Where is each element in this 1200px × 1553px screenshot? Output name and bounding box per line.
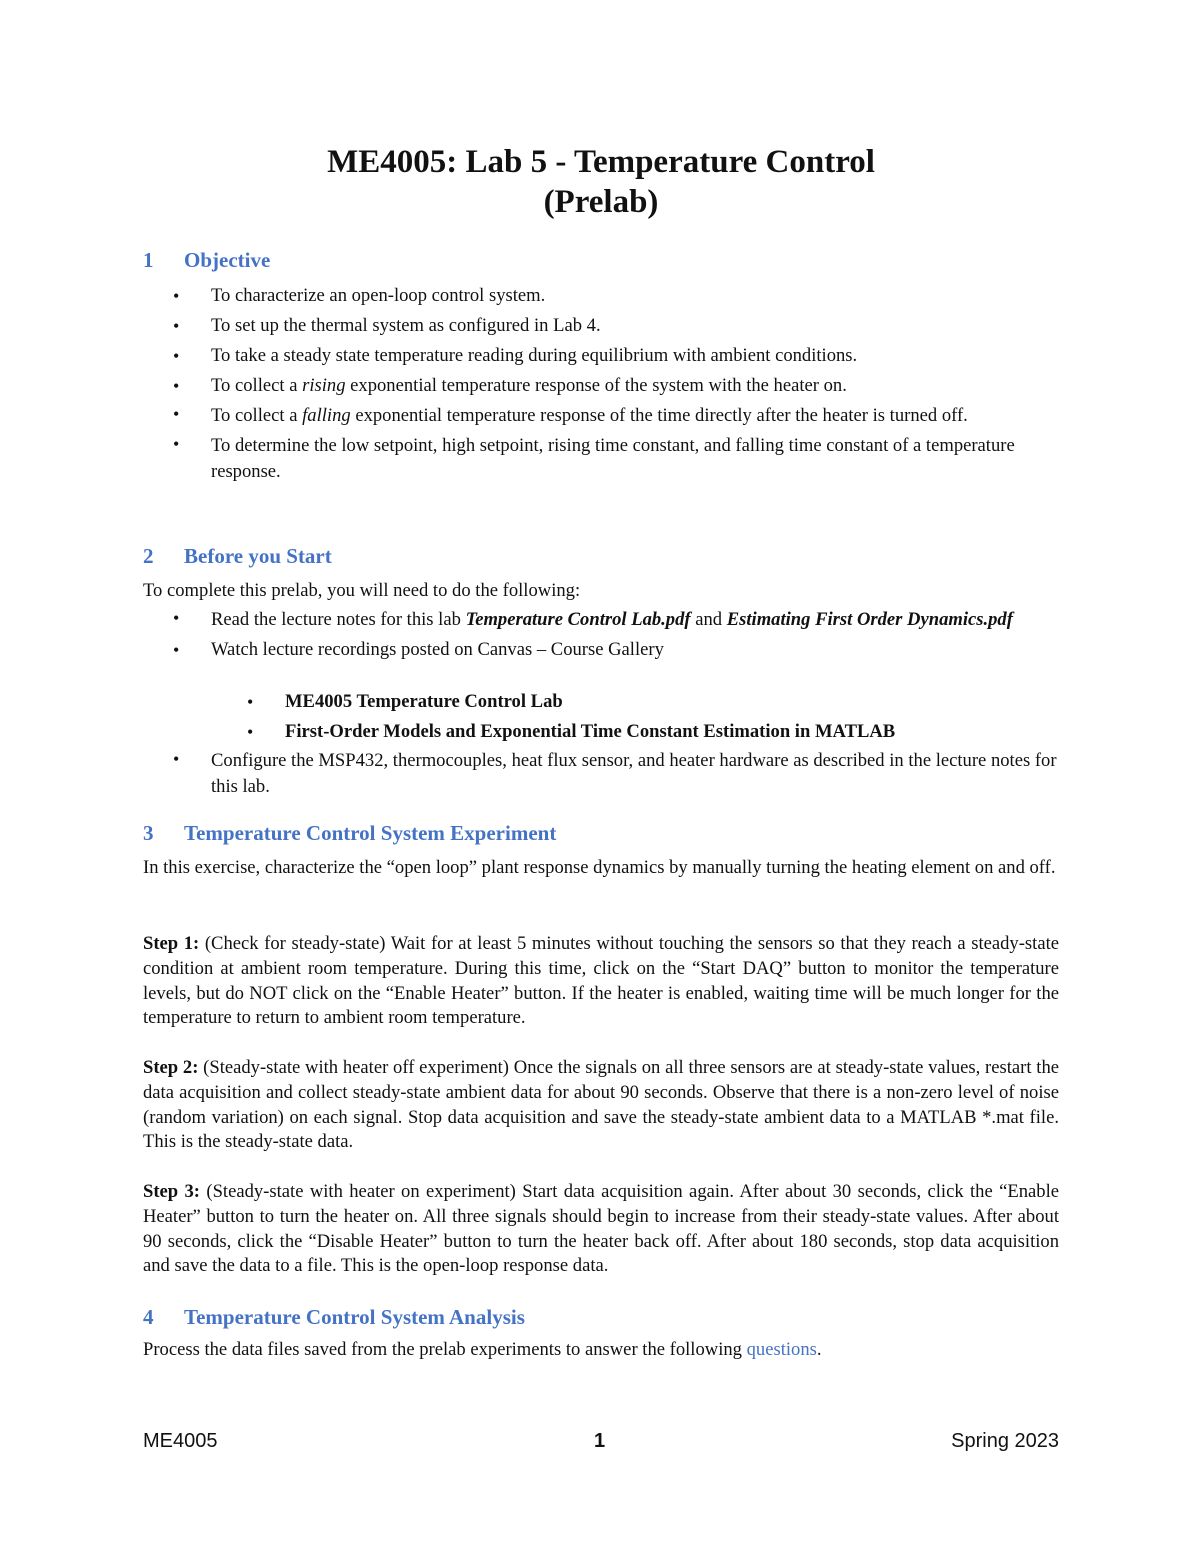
step-text: (Check for steady-state) Wait for at least 5 minutes without touching the sensors so that they reach a steady-state condition at ambient room temperature. During this time, click on the “Start DAQ” button to monitor the temperature levels, but do NOT click on the “Enable Heater” button. If the heater is enabled, waiting time will be much longer for the temperature to return to ambient room temperature. bbox=[143, 933, 1059, 1029]
step-label: Step 1: bbox=[143, 933, 200, 954]
title-line-1: ME4005: Lab 5 - Temperature Control bbox=[327, 144, 875, 180]
list-item bbox=[143, 401, 1059, 431]
title-line-2: (Prelab) bbox=[543, 184, 659, 220]
step-2-paragraph bbox=[143, 1056, 1059, 1155]
emphasis-rising: rising bbox=[302, 375, 346, 396]
list-item-text: Read the lecture notes for this lab bbox=[211, 609, 466, 630]
list-item: • Configure the MSP432, thermocouples, heat flux sensor, and heater hardware as described in the lecture notes for this lab. bbox=[143, 746, 1059, 802]
footer-term: Spring 2023 bbox=[951, 1430, 1059, 1452]
questions-link[interactable]: questions bbox=[746, 1339, 817, 1360]
list-item: • To set up the thermal system as configured in Lab 4. bbox=[143, 311, 1059, 341]
recordings-sublist bbox=[143, 687, 1059, 747]
list-item-text: To collect a bbox=[211, 405, 303, 426]
doc-title-temperature-control-lab: Temperature Control Lab.pdf bbox=[465, 609, 691, 630]
step-text: (Steady-state with heater on experiment) Start data acquisition again. After about 30 seconds, click the “Enable Heater” button to turn the heater on. All three signals should begin to increase from their steady-state values. After about 90 seconds, click the “Disable Heater” button to turn the heater back off. After about 180 seconds, stop data acquisition and save the data to a file. This is the open-loop response data. bbox=[143, 1181, 1059, 1277]
list-item: • Watch lecture recordings posted on Canvas – Course Gallery bbox=[143, 635, 1059, 665]
list-item: • ME4005 Temperature Control Lab bbox=[143, 687, 1059, 717]
step-1-paragraph bbox=[143, 932, 1059, 1031]
list-item bbox=[143, 371, 1059, 401]
doc-title-estimating-first-order: Estimating First Order Dynamics.pdf bbox=[726, 609, 1013, 630]
section-number: 1 bbox=[143, 248, 154, 272]
section-number: 4 bbox=[143, 1305, 154, 1329]
objective-list bbox=[143, 281, 1059, 487]
list-item bbox=[143, 605, 1059, 635]
list-item-text: To collect a bbox=[211, 375, 303, 396]
list-item: • First-Order Models and Exponential Time Constant Estimation in MATLAB bbox=[143, 717, 1059, 747]
section-title: Before you Start bbox=[184, 544, 332, 568]
step-3-paragraph bbox=[143, 1180, 1059, 1279]
section-number: 3 bbox=[143, 821, 154, 845]
list-item-text: and bbox=[690, 609, 727, 630]
section-2-heading bbox=[143, 543, 332, 569]
step-label: Step 2: bbox=[143, 1057, 199, 1078]
footer-course: ME4005 bbox=[143, 1430, 218, 1452]
section-4-intro-end: . bbox=[816, 1339, 822, 1360]
section-4-heading bbox=[143, 1304, 525, 1330]
section-number: 2 bbox=[143, 544, 154, 568]
section-3-intro: In this exercise, characterize the “open loop” plant response dynamics by manually turning the heating element on and off. bbox=[143, 857, 1056, 878]
document-title bbox=[143, 142, 1059, 222]
step-text: (Steady-state with heater off experiment) Once the signals on all three sensors are at steady-state values, restart the data acquisition and collect steady-state ambient data for about 90 seconds. Observe that there is a non-zero level of noise (random variation) on each signal. Stop data acquisition and save the steady-state ambient data to a MATLAB *.mat file. This is the steady-state data. bbox=[143, 1057, 1060, 1153]
section-4-intro-text: Process the data files saved from the prelab experiments to answer the following bbox=[143, 1339, 747, 1360]
list-item-text: exponential temperature response of the system with the heater on. bbox=[345, 375, 847, 396]
before-start-list bbox=[143, 605, 1059, 665]
section-title: Objective bbox=[184, 248, 271, 272]
list-item: • To take a steady state temperature reading during equilibrium with ambient conditions. bbox=[143, 341, 1059, 371]
emphasis-falling: falling bbox=[302, 405, 351, 426]
section-1-heading bbox=[143, 247, 270, 273]
footer-page-number: 1 bbox=[594, 1430, 606, 1452]
section-2-intro: To complete this prelab, you will need to do the following: bbox=[143, 580, 581, 601]
list-item: • To characterize an open-loop control system. bbox=[143, 281, 1059, 311]
section-title: Temperature Control System Analysis bbox=[184, 1305, 525, 1329]
list-item: • To determine the low setpoint, high setpoint, rising time constant, and falling time constant of a temperature response. bbox=[143, 431, 1059, 487]
step-label: Step 3: bbox=[143, 1181, 200, 1202]
list-item-text: exponential temperature response of the time directly after the heater is turned off. bbox=[350, 405, 968, 426]
section-3-heading bbox=[143, 820, 556, 846]
section-4-intro bbox=[143, 1338, 1059, 1363]
configure-list bbox=[143, 746, 1059, 802]
section-title: Temperature Control System Experiment bbox=[184, 821, 557, 845]
